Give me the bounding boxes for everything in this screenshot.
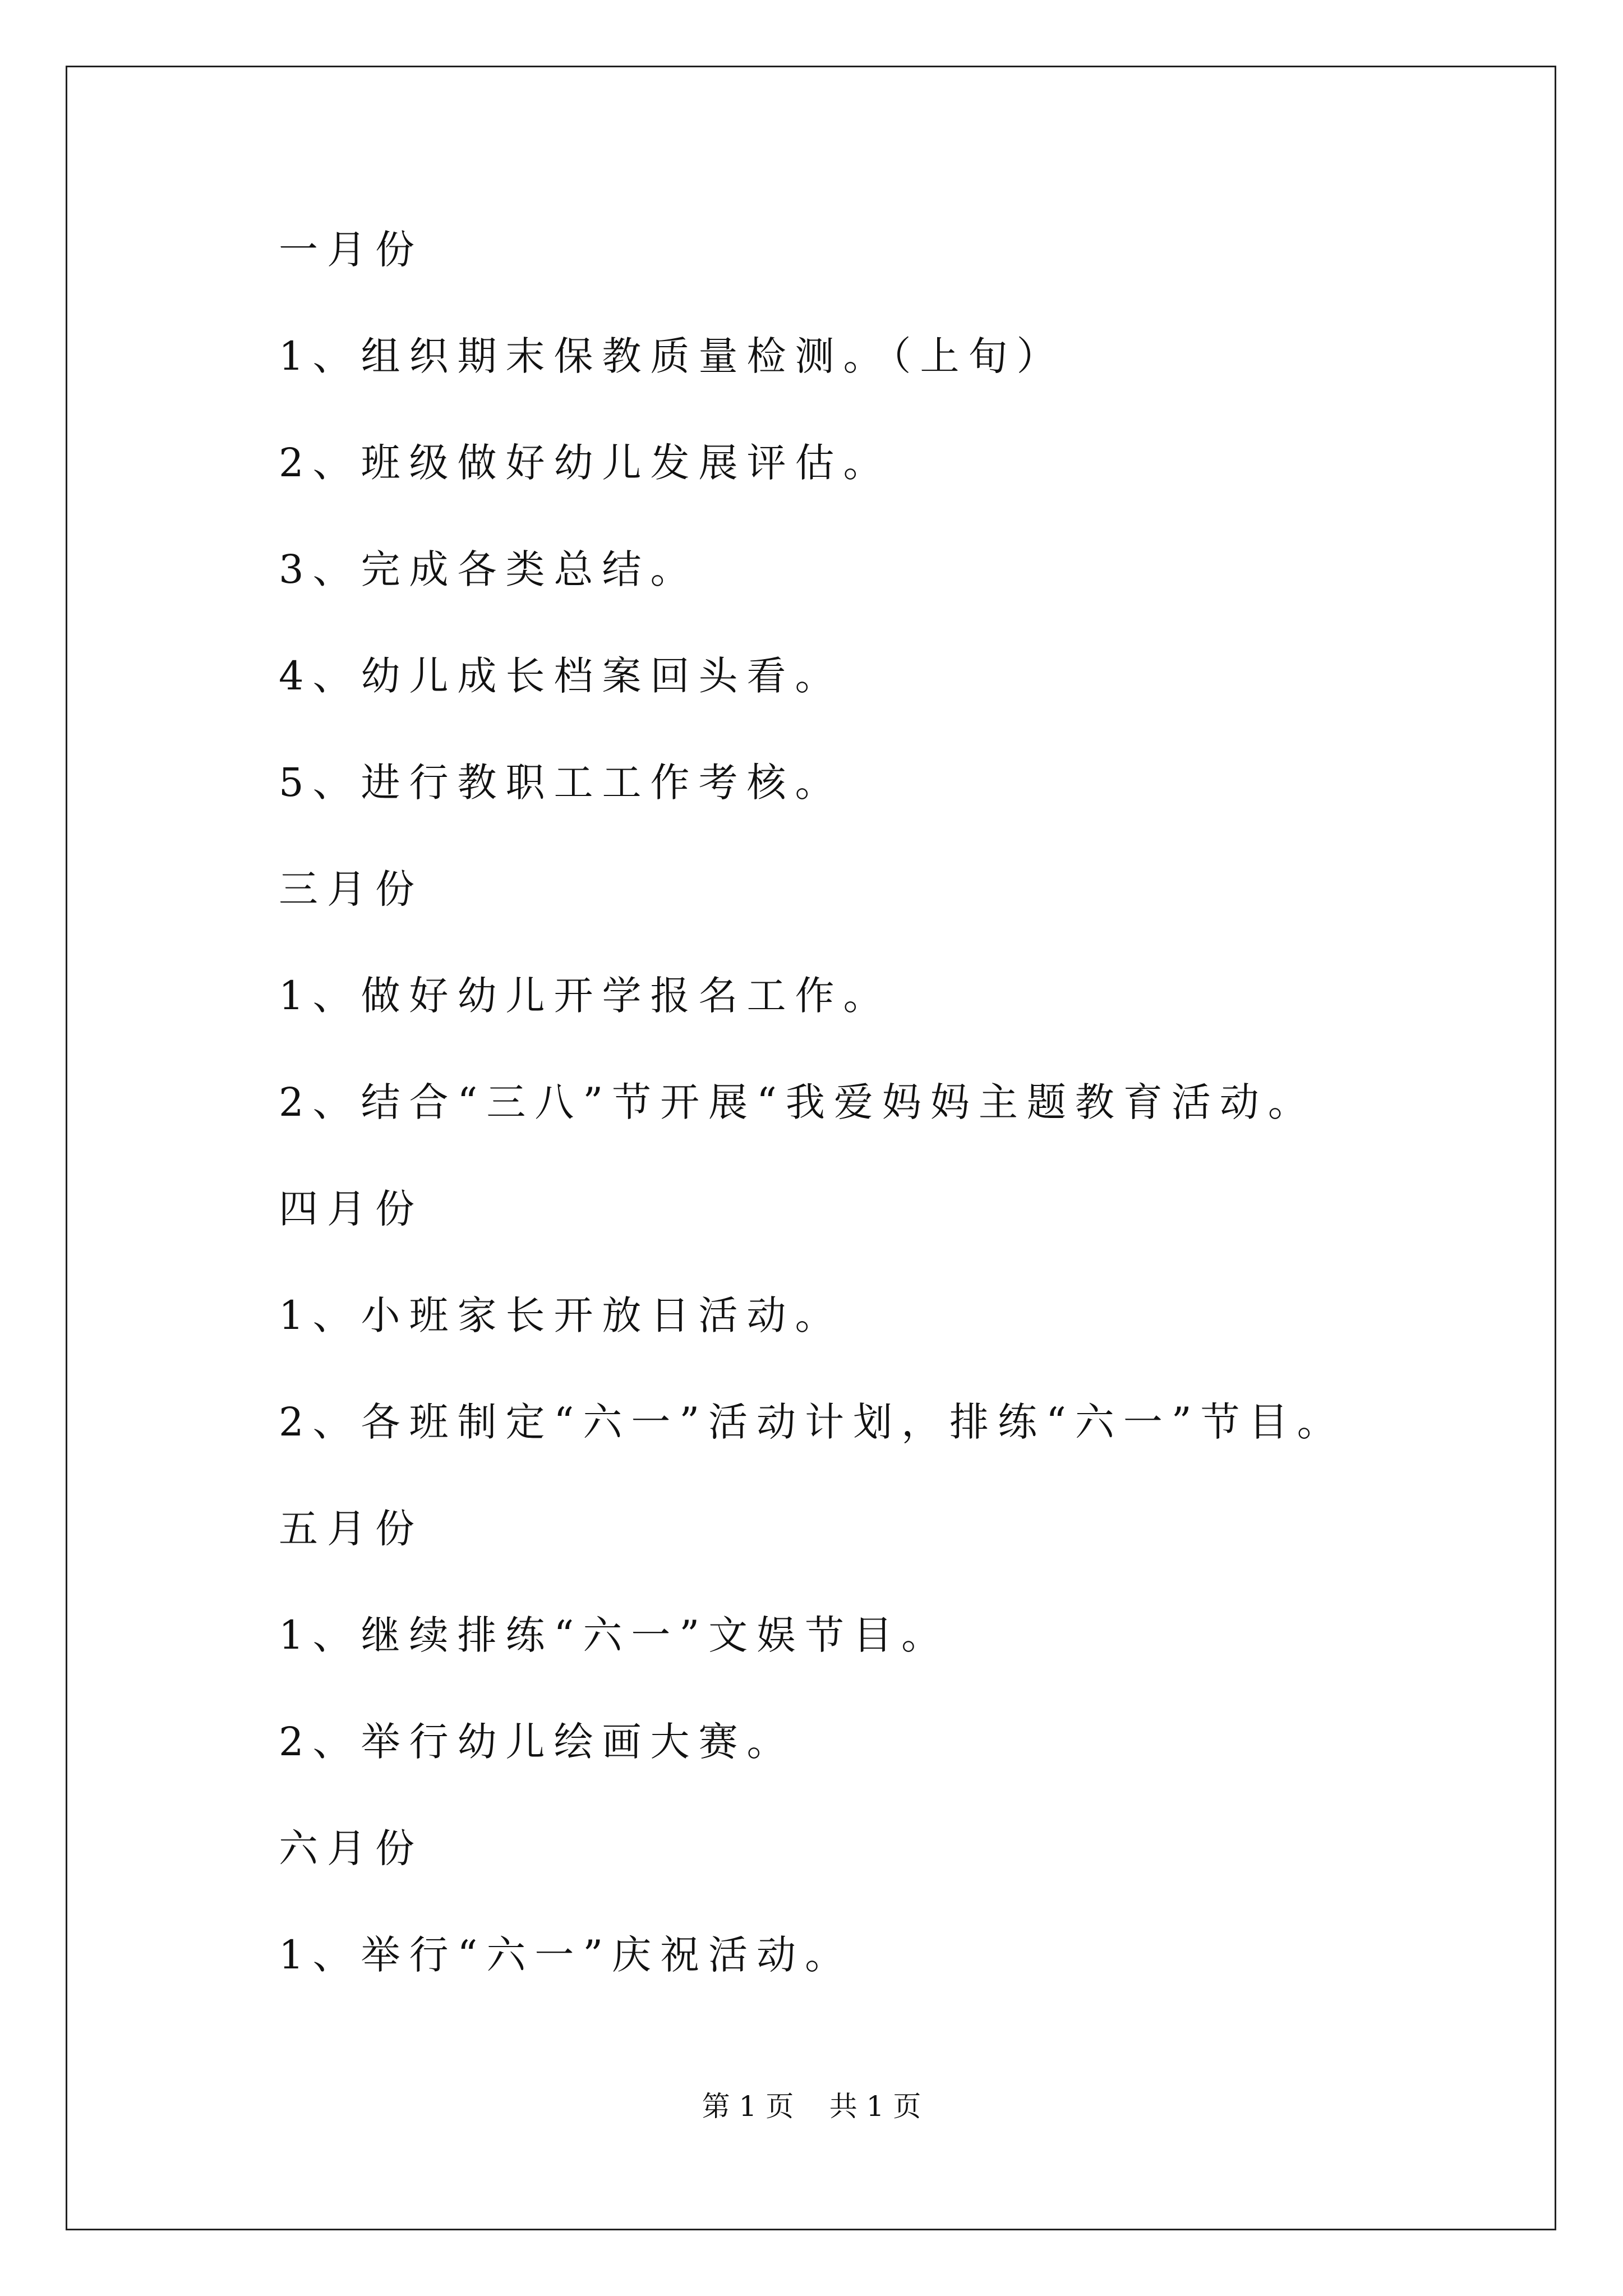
list-item: 5、进行教职工工作考核。 bbox=[279, 760, 843, 806]
list-item: 1、小班家长开放日活动。 bbox=[279, 1292, 843, 1338]
section-heading-january: 一月份 bbox=[279, 227, 423, 273]
list-item: 3、完成各类总结。 bbox=[279, 546, 699, 592]
list-item: 1、继续排练“六一”文娱节目。 bbox=[279, 1612, 950, 1658]
list-item: 1、举行“六一”庆祝活动。 bbox=[279, 1932, 854, 1978]
list-item: 2、举行幼儿绘画大赛。 bbox=[279, 1719, 795, 1765]
page-number-footer: 第 1 页 共 1 页 bbox=[702, 2090, 921, 2123]
section-heading-june: 六月份 bbox=[279, 1825, 423, 1871]
section-heading-april: 四月份 bbox=[279, 1186, 423, 1232]
list-item: 2、各班制定“六一”活动计划，排练“六一”节目。 bbox=[279, 1399, 1345, 1445]
section-heading-march: 三月份 bbox=[279, 866, 423, 912]
list-item: 4、幼儿成长档案回头看。 bbox=[279, 653, 843, 699]
list-item: 1、组织期末保教质量检测。（上旬） bbox=[279, 333, 1065, 379]
list-item: 2、班级做好幼儿发展评估。 bbox=[279, 440, 892, 486]
list-item: 1、做好幼儿开学报名工作。 bbox=[279, 973, 892, 1019]
list-item: 2、结合“三八”节开展“我爱妈妈主题教育活动。 bbox=[279, 1079, 1316, 1125]
section-heading-may: 五月份 bbox=[279, 1506, 423, 1552]
document-body bbox=[279, 222, 1501, 2033]
